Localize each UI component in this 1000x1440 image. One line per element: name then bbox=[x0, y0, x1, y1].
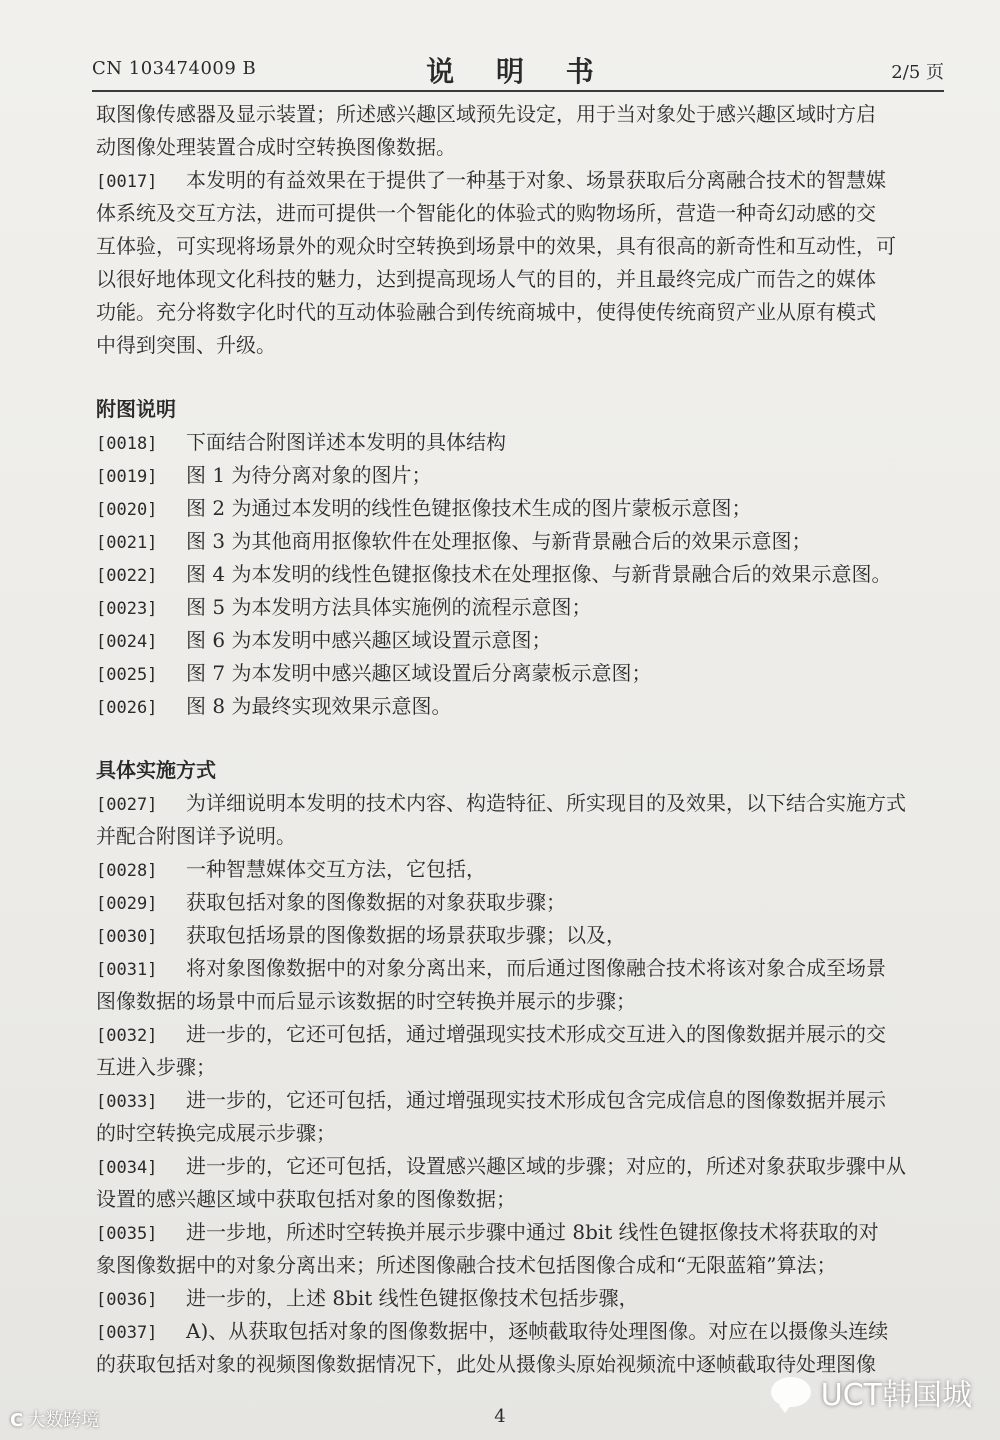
paragraph-text: 图 2 为通过本发明的线性色键抠像技术生成的图片蒙板示意图； bbox=[186, 496, 752, 520]
paragraph-text: 下面结合附图详述本发明的具体结构 bbox=[186, 430, 506, 454]
paragraph-number: [0026] bbox=[96, 698, 158, 718]
paragraph-line bbox=[96, 1150, 956, 1183]
paragraph-text: A)、从获取包括对象的图像数据中，逐帧截取待处理图像。对应在以摄像头连续 bbox=[186, 1319, 889, 1343]
paragraph-text: 获取包括对象的图像数据的对象获取步骤； bbox=[186, 890, 566, 914]
paragraph-number: [0018] bbox=[96, 434, 158, 454]
paragraph-line bbox=[96, 164, 956, 197]
paragraph-line bbox=[96, 591, 956, 624]
paragraph-line bbox=[96, 787, 956, 820]
paragraph-line bbox=[96, 1216, 956, 1249]
watermark-right-text: UCT韩国城 bbox=[820, 1378, 972, 1413]
paragraph-line bbox=[96, 952, 956, 985]
paragraph-number: [0030] bbox=[96, 927, 158, 947]
text-line: 功能。充分将数字化时代的互动体验融合到传统商城中，使得使传统商贸产业从原有模式 bbox=[96, 300, 876, 324]
paragraph-line bbox=[96, 525, 956, 558]
paragraph-line bbox=[96, 1315, 956, 1348]
paragraph-line bbox=[96, 1282, 956, 1315]
paragraph-line bbox=[96, 853, 956, 886]
paragraph-number: [0032] bbox=[96, 1026, 158, 1046]
paragraph-text: 图 6 为本发明中感兴趣区域设置示意图； bbox=[186, 628, 552, 652]
paragraph-number: [0034] bbox=[96, 1158, 158, 1178]
paragraph-line bbox=[96, 657, 956, 690]
text-line: 以很好地体现文化科技的魅力，达到提高现场人气的目的，并且最终完成广而告之的媒体 bbox=[96, 267, 876, 291]
watermark-logo-icon: C bbox=[10, 1410, 24, 1431]
paragraph-number: [0027] bbox=[96, 795, 158, 815]
section-heading-figures: 附图说明 bbox=[96, 397, 176, 421]
watermark-left-text: 大数跨境 bbox=[27, 1410, 100, 1431]
paragraph-text: 将对象图像数据中的对象分离出来，而后通过图像融合技术将该对象合成至场景 bbox=[186, 956, 886, 980]
section-heading-embodiment: 具体实施方式 bbox=[96, 758, 216, 782]
paragraph-line bbox=[96, 459, 956, 492]
page-indicator: 2/5 页 bbox=[891, 62, 944, 83]
paragraph-text: 图 3 为其他商用抠像软件在处理抠像、与新背景融合后的效果示意图； bbox=[186, 529, 812, 553]
paragraph-line bbox=[96, 690, 956, 723]
paragraph-number: [0023] bbox=[96, 599, 158, 619]
paragraph-number: [0017] bbox=[96, 172, 158, 192]
watermark-left bbox=[10, 1406, 99, 1432]
paragraph-text: 进一步地，所述时空转换并展示步骤中通过 8bit 线性色键抠像技术将获取的对 bbox=[186, 1220, 879, 1244]
paragraph-text: 图 8 为最终实现效果示意图。 bbox=[186, 694, 452, 718]
paragraph-line bbox=[96, 492, 956, 525]
paragraph-text: 进一步的，它还可包括，设置感兴趣区域的步骤；对应的，所述对象获取步骤中从 bbox=[186, 1154, 906, 1178]
paragraph-text: 为详细说明本发明的技术内容、构造特征、所实现目的及效果，以下结合实施方式 bbox=[186, 791, 906, 815]
patent-number: CN 103474009 B bbox=[92, 58, 257, 79]
document-body bbox=[96, 98, 956, 1381]
paragraph-text: 进一步的，上述 8bit 线性色键抠像技术包括步骤， bbox=[186, 1286, 639, 1310]
text-line: 的获取包括对象的视频图像数据情况下，此处从摄像头原始视频流中逐帧截取待处理图像 bbox=[96, 1352, 876, 1376]
text-line: 互体验，可实现将场景外的观众时空转换到场景中的效果，具有很高的新奇性和互动性，可 bbox=[96, 234, 896, 258]
paragraph-number: [0037] bbox=[96, 1323, 158, 1343]
paragraph-number: [0024] bbox=[96, 632, 158, 652]
paragraph-text: 获取包括场景的图像数据的场景获取步骤；以及， bbox=[186, 923, 626, 947]
text-line: 取图像传感器及显示装置；所述感兴趣区域预先设定，用于当对象处于感兴趣区域时方启 bbox=[96, 102, 876, 126]
text-line: 互进入步骤； bbox=[96, 1055, 216, 1079]
paragraph-text: 图 5 为本发明方法具体实施例的流程示意图； bbox=[186, 595, 592, 619]
paragraph-number: [0021] bbox=[96, 533, 158, 553]
paragraph-number: [0031] bbox=[96, 960, 158, 980]
paragraph-text: 图 7 为本发明中感兴趣区域设置后分离蒙板示意图； bbox=[186, 661, 652, 685]
paragraph-number: [0028] bbox=[96, 861, 158, 881]
paragraph-line bbox=[96, 886, 956, 919]
paragraph-line bbox=[96, 558, 956, 591]
text-line: 图像数据的场景中而后显示该数据的时空转换并展示的步骤； bbox=[96, 989, 636, 1013]
paragraph-text: 进一步的，它还可包括，通过增强现实技术形成交互进入的图像数据并展示的交 bbox=[186, 1022, 886, 1046]
text-line: 中得到突围、升级。 bbox=[96, 333, 276, 357]
paragraph-number: [0022] bbox=[96, 566, 158, 586]
paragraph-line bbox=[96, 1084, 956, 1117]
page-number: 4 bbox=[494, 1406, 506, 1427]
paragraph-line bbox=[96, 624, 956, 657]
paragraph-text: 一种智慧媒体交互方法，它包括， bbox=[186, 857, 486, 881]
paragraph-text: 图 4 为本发明的线性色键抠像技术在处理抠像、与新背景融合后的效果示意图。 bbox=[186, 562, 892, 586]
text-line: 并配合附图详予说明。 bbox=[96, 824, 296, 848]
text-line: 象图像数据中的对象分离出来；所述图像融合技术包括图像合成和“无限蓝箱”算法； bbox=[96, 1253, 837, 1277]
paragraph-text: 图 1 为待分离对象的图片； bbox=[186, 463, 432, 487]
text-line: 的时空转换完成展示步骤； bbox=[96, 1121, 336, 1145]
chat-bubble-icon bbox=[771, 1377, 811, 1407]
page-header bbox=[92, 48, 944, 92]
paragraph-line bbox=[96, 426, 956, 459]
paragraph-number: [0035] bbox=[96, 1224, 158, 1244]
paragraph-text: 本发明的有益效果在于提供了一种基于对象、场景获取后分离融合技术的智慧媒 bbox=[186, 168, 886, 192]
paragraph-number: [0019] bbox=[96, 467, 158, 487]
paragraph-number: [0020] bbox=[96, 500, 158, 520]
paragraph-line bbox=[96, 919, 956, 952]
paragraph-number: [0029] bbox=[96, 894, 158, 914]
text-line: 设置的感兴趣区域中获取包括对象的图像数据； bbox=[96, 1187, 516, 1211]
watermark-right bbox=[771, 1370, 972, 1414]
text-line: 体系统及交互方法，进而可提供一个智能化的体验式的购物场所，营造一种奇幻动感的交 bbox=[96, 201, 876, 225]
paragraph-text: 进一步的，它还可包括，通过增强现实技术形成包含完成信息的图像数据并展示 bbox=[186, 1088, 886, 1112]
document-title: 说 明 书 bbox=[426, 55, 610, 88]
text-line: 动图像处理装置合成时空转换图像数据。 bbox=[96, 135, 456, 159]
paragraph-number: [0033] bbox=[96, 1092, 158, 1112]
paragraph-line bbox=[96, 1018, 956, 1051]
paragraph-number: [0025] bbox=[96, 665, 158, 685]
paragraph-number: [0036] bbox=[96, 1290, 158, 1310]
